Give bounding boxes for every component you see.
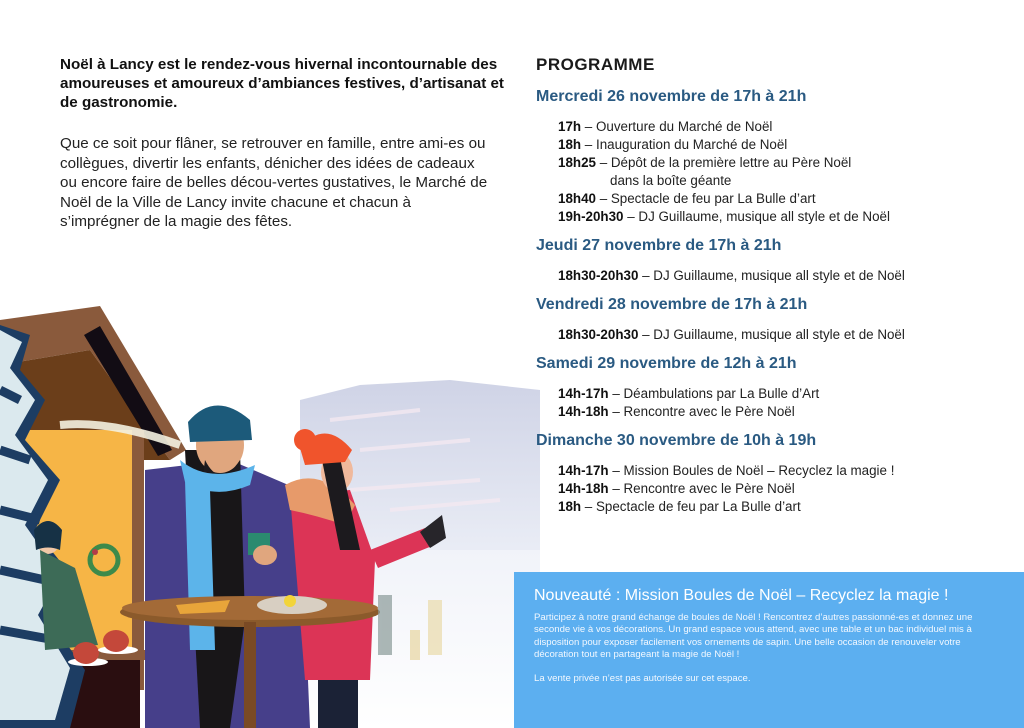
event-list [558, 462, 1016, 516]
event-item [558, 154, 1016, 190]
event-list [558, 118, 1016, 226]
event-item [558, 498, 1016, 516]
event-item [558, 118, 1016, 136]
event-item [558, 385, 1016, 403]
event-separator: – [608, 481, 624, 496]
event-time: 19h-20h30 [558, 209, 624, 224]
event-description: Mission Boules de Noël – Recyclez la magie ! [623, 463, 895, 478]
event-description: Spectacle de feu par La Bulle d’art [610, 191, 816, 206]
programme-day [536, 236, 1016, 285]
event-separator: – [608, 386, 624, 401]
event-item [558, 462, 1016, 480]
event-time: 14h-18h [558, 481, 609, 496]
programme-day [536, 87, 1016, 226]
programme-day [536, 354, 1016, 421]
programme-section [536, 54, 1016, 526]
event-time: 18h25 [558, 155, 596, 170]
day-heading: Dimanche 30 novembre de 10h à 19h [536, 432, 817, 449]
notice-body: Participez à notre grand échange de boules de Noël ! Rencontrez d’autres passionné-es et donnez une seconde vie à vos décorations. Un grand espace vous attend, avec une table et un bac individuel mis à disposition pour exposer facilement vos ornements de sapin. Une belle occasion de renouveler votre décoration tout en partageant la magie de Noël ! [534, 612, 973, 661]
day-heading: Jeudi 27 novembre de 17h à 21h [536, 237, 782, 254]
event-separator: – [581, 137, 596, 152]
event-separator: – [581, 499, 596, 514]
programme-title: PROGRAMME [536, 55, 655, 74]
event-item [558, 190, 1016, 208]
event-time: 14h-18h [558, 404, 609, 419]
event-description: Déambulations par La Bulle d’Art [623, 386, 820, 401]
christmas-market-illustration [0, 250, 540, 728]
event-description: DJ Guillaume, musique all style et de Noël [638, 209, 890, 224]
event-item [558, 208, 1016, 226]
event-time: 18h30-20h30 [558, 327, 639, 342]
event-item [558, 136, 1016, 154]
event-list [558, 326, 1016, 344]
event-description: Rencontre avec le Père Noël [623, 481, 795, 496]
event-description: DJ Guillaume, musique all style et de Noël [653, 268, 905, 283]
event-time: 14h-17h [558, 463, 609, 478]
event-time: 18h [558, 499, 582, 514]
event-separator: – [638, 268, 654, 283]
notice-footer: La vente privée n’est pas autorisée sur cet espace. [534, 672, 751, 684]
programme-day [536, 431, 1016, 516]
intro-body-paragraph: Que ce soit pour flâner, se retrouver en famille, entre ami-es ou collègues, divertir les enfants, dénicher des idées de cadeaux ou encore faire de belles décou-vertes gustatives, le Marché de Noël de la Ville de Lancy invite chacune et chacun à s’imprégner de la magie des fêtes. [60, 135, 488, 231]
day-heading: Samedi 29 novembre de 12h à 21h [536, 355, 797, 372]
event-separator: – [581, 119, 596, 134]
event-item [558, 480, 1016, 498]
event-separator: – [608, 404, 624, 419]
event-list [558, 385, 1016, 421]
event-separator: – [623, 209, 639, 224]
intro-lead-paragraph: Noël à Lancy est le rendez-vous hivernal incontournable des amoureuses et amoureux d’ambiances festives, d’artisanat et de gastronomie. [60, 56, 504, 111]
event-description: Spectacle de feu par La Bulle d’art [595, 499, 801, 514]
event-time: 18h40 [558, 191, 596, 206]
event-time: 18h [558, 137, 582, 152]
event-list [558, 267, 1016, 285]
event-description: Dépôt de la première lettre au Père Noël [610, 155, 852, 170]
event-time: 14h-17h [558, 386, 609, 401]
event-item [558, 326, 1016, 344]
event-description: DJ Guillaume, musique all style et de Noël [653, 327, 905, 342]
event-description: Inauguration du Marché de Noël [595, 137, 788, 152]
event-time: 18h30-20h30 [558, 268, 639, 283]
day-heading: Mercredi 26 novembre de 17h à 21h [536, 88, 807, 105]
event-time: 17h [558, 119, 582, 134]
event-description: Ouverture du Marché de Noël [595, 119, 773, 134]
notice-title: Nouveauté : Mission Boules de Noël – Recyclez la magie ! [534, 587, 949, 604]
event-description-continued: dans la boîte géante [610, 173, 732, 188]
new-feature-notice [514, 572, 1024, 728]
event-separator: – [595, 155, 611, 170]
event-item [558, 267, 1016, 285]
event-description: Rencontre avec le Père Noël [623, 404, 795, 419]
event-separator: – [638, 327, 654, 342]
day-heading: Vendredi 28 novembre de 17h à 21h [536, 296, 808, 313]
event-item [558, 403, 1016, 421]
event-separator: – [595, 191, 611, 206]
event-separator: – [608, 463, 624, 478]
programme-day [536, 295, 1016, 344]
